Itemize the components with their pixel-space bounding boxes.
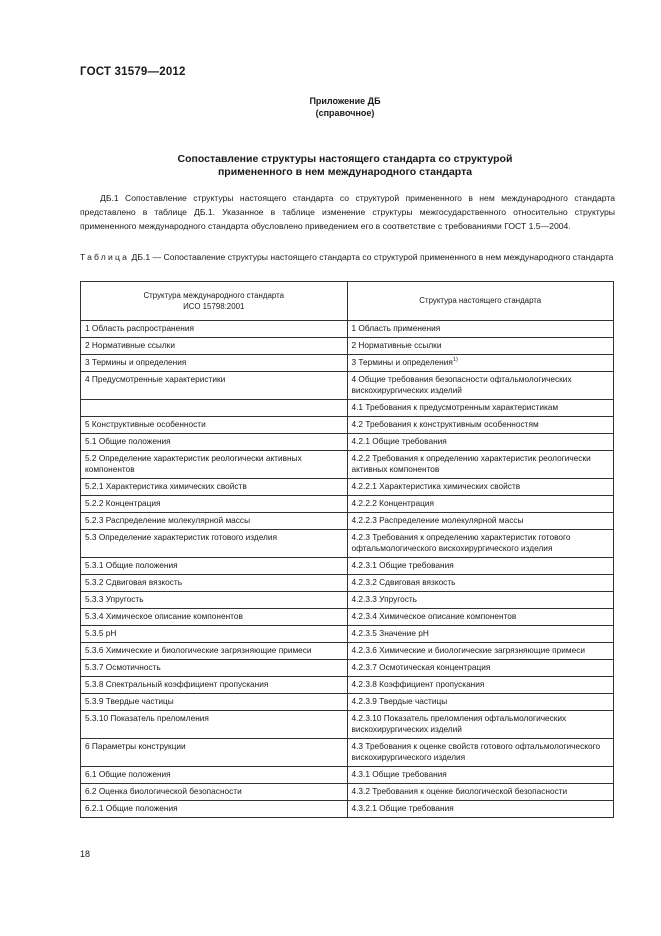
heading-line-2: примененного в нем международного стандарта bbox=[217, 166, 473, 178]
cell-international: 2 Нормативные ссылки bbox=[81, 338, 348, 355]
caption-text: ДБ.1 — Сопоставление структуры настоящего стандарта со структурой примененного в нем международного стандарта bbox=[129, 252, 614, 262]
cell-national-text: 4.3 Требования к оценке свойств готового офтальмологического вискохирургического изделия bbox=[351, 741, 601, 762]
cell-national bbox=[347, 417, 614, 434]
cell-national-text: 4.2.3.10 Показатель преломления офтальмологических вискохирургических изделий bbox=[351, 713, 567, 734]
cell-international: 5.3.3 Упругость bbox=[81, 592, 348, 609]
cell-national bbox=[347, 372, 614, 400]
table-row bbox=[81, 767, 614, 784]
cell-national-text: 3 Термины и определения bbox=[351, 357, 453, 367]
cell-national bbox=[347, 355, 614, 372]
annex-block bbox=[270, 95, 420, 119]
correspondence-table bbox=[80, 281, 614, 818]
table-row bbox=[81, 739, 614, 767]
cell-national bbox=[347, 643, 614, 660]
cell-international bbox=[81, 400, 348, 417]
table-row bbox=[81, 417, 614, 434]
column-header-national: Структура настоящего стандарта bbox=[347, 282, 614, 321]
table-row bbox=[81, 530, 614, 558]
cell-national-text: 4.3.1 Общие требования bbox=[351, 769, 447, 779]
table-row bbox=[81, 321, 614, 338]
cell-international: 5.3.8 Спектральный коэффициент пропускания bbox=[81, 677, 348, 694]
cell-national-text: 4.2.3.3 Упругость bbox=[351, 594, 417, 604]
cell-national-text: 4.2.2.3 Распределение молекулярной массы bbox=[351, 515, 524, 525]
cell-international: 5.1 Общие положения bbox=[81, 434, 348, 451]
table-row bbox=[81, 592, 614, 609]
cell-national bbox=[347, 694, 614, 711]
cell-international: 5.2.1 Характеристика химических свойств bbox=[81, 479, 348, 496]
cell-international: 5 Конструктивные особенности bbox=[81, 417, 348, 434]
table-row bbox=[81, 513, 614, 530]
cell-national bbox=[347, 626, 614, 643]
cell-national bbox=[347, 530, 614, 558]
cell-national bbox=[347, 711, 614, 739]
cell-national-text: 4 Общие требования безопасности офтальмологических вискохирургических изделий bbox=[351, 374, 572, 395]
table-row bbox=[81, 711, 614, 739]
cell-national bbox=[347, 767, 614, 784]
cell-international: 3 Термины и определения bbox=[81, 355, 348, 372]
cell-national bbox=[347, 558, 614, 575]
cell-international: 5.3.1 Общие положения bbox=[81, 558, 348, 575]
cell-international: 5.3.5 pH bbox=[81, 626, 348, 643]
section-heading bbox=[120, 153, 570, 179]
cell-national-text: 4.3.2.1 Общие требования bbox=[351, 803, 454, 813]
cell-national bbox=[347, 784, 614, 801]
table-row bbox=[81, 660, 614, 677]
cell-national bbox=[347, 513, 614, 530]
table-header-row bbox=[81, 282, 614, 321]
cell-national bbox=[347, 592, 614, 609]
cell-international: 4 Предусмотренные характеристики bbox=[81, 372, 348, 400]
cell-international: 5.3.6 Химические и биологические загрязняющие примеси bbox=[81, 643, 348, 660]
table-row bbox=[81, 479, 614, 496]
table-row bbox=[81, 400, 614, 417]
cell-national bbox=[347, 739, 614, 767]
cell-national-text: 4.2.2.1 Характеристика химических свойств bbox=[351, 481, 521, 491]
cell-national bbox=[347, 575, 614, 592]
cell-national bbox=[347, 609, 614, 626]
cell-international: 6.2 Оценка биологической безопасности bbox=[81, 784, 348, 801]
cell-international: 5.3 Определение характеристик готового изделия bbox=[81, 530, 348, 558]
cell-national-text: 4.2.3.7 Осмотическая концентрация bbox=[351, 662, 491, 672]
table-row bbox=[81, 338, 614, 355]
table-row bbox=[81, 372, 614, 400]
caption-prefix: Таблица bbox=[80, 252, 130, 262]
cell-national-text: 4.2.3.5 Значение pH bbox=[351, 628, 429, 638]
table-row bbox=[81, 434, 614, 451]
table-row bbox=[81, 626, 614, 643]
table-row bbox=[81, 575, 614, 592]
footnote-marker: 1) bbox=[452, 357, 458, 364]
cell-national-text: 4.2.2.2 Концентрация bbox=[351, 498, 434, 508]
cell-national bbox=[347, 496, 614, 513]
table-row bbox=[81, 496, 614, 513]
cell-international: 5.2 Определение характеристик реологически активных компонентов bbox=[81, 451, 348, 479]
cell-national bbox=[347, 400, 614, 417]
cell-international: 6.1 Общие положения bbox=[81, 767, 348, 784]
table-row bbox=[81, 784, 614, 801]
cell-national-text: 4.2.3.8 Коэффициент пропускания bbox=[351, 679, 485, 689]
cell-national-text: 4.3.2 Требования к оценке биологической безопасности bbox=[351, 786, 568, 796]
cell-national-text: 2 Нормативные ссылки bbox=[351, 340, 442, 350]
cell-national bbox=[347, 479, 614, 496]
cell-international: 5.3.9 Твердые частицы bbox=[81, 694, 348, 711]
cell-international: 5.3.10 Показатель преломления bbox=[81, 711, 348, 739]
table-row bbox=[81, 609, 614, 626]
cell-national-text: 4.2.3.1 Общие требования bbox=[351, 560, 454, 570]
cell-national-text: 1 Область применения bbox=[351, 323, 441, 333]
cell-national-text: 4.2.1 Общие требования bbox=[351, 436, 447, 446]
table-row bbox=[81, 355, 614, 372]
cell-international: 6.2.1 Общие положения bbox=[81, 801, 348, 818]
cell-international: 5.3.2 Сдвиговая вязкость bbox=[81, 575, 348, 592]
table-body bbox=[81, 321, 614, 818]
cell-national-text: 4.2.3.2 Сдвиговая вязкость bbox=[351, 577, 456, 587]
cell-national-text: 4.1 Требования к предусмотренным характеристикам bbox=[351, 402, 559, 412]
table-row bbox=[81, 694, 614, 711]
table-row bbox=[81, 677, 614, 694]
cell-national-text: 4.2.3.6 Химические и биологические загрязняющие примеси bbox=[351, 645, 585, 655]
cell-national-text: 4.2.3.9 Твердые частицы bbox=[351, 696, 448, 706]
cell-national bbox=[347, 660, 614, 677]
annex-kind: (справочное) bbox=[315, 108, 375, 118]
heading-line-1: Сопоставление структуры настоящего стандарта со структурой bbox=[177, 153, 513, 165]
table-row bbox=[81, 801, 614, 818]
cell-international: 5.2.3 Распределение молекулярной массы bbox=[81, 513, 348, 530]
cell-national-text: 4.2 Требования к конструктивным особенностям bbox=[351, 419, 539, 429]
cell-national bbox=[347, 434, 614, 451]
paragraph-text: ДБ.1 Сопоставление структуры настоящего стандарта со структурой примененного в нем международного стандарта представлено в таблице ДБ.1. Указанное в таблице изменение структуры межгосударственного относительно структуры примененного международного стандарта обусловлено приведением его в соответствие с требованиями ГОСТ 1.5—2004. bbox=[80, 193, 615, 231]
cell-national bbox=[347, 451, 614, 479]
cell-international: 5.3.4 Химическое описание компонентов bbox=[81, 609, 348, 626]
cell-national-text: 4.2.3 Требования к определению характеристик готового офтальмологического вискохирургического изделия bbox=[351, 532, 571, 553]
cell-national bbox=[347, 338, 614, 355]
cell-international: 1 Область распространения bbox=[81, 321, 348, 338]
cell-national bbox=[347, 677, 614, 694]
table-caption bbox=[80, 251, 615, 264]
cell-international: 6 Параметры конструкции bbox=[81, 739, 348, 767]
cell-national bbox=[347, 801, 614, 818]
cell-national bbox=[347, 321, 614, 338]
table-row bbox=[81, 643, 614, 660]
column-header-international: Структура международного стандарта ИСО 15798:2001 bbox=[81, 282, 348, 321]
body-paragraph bbox=[80, 191, 615, 233]
table-row bbox=[81, 558, 614, 575]
cell-national-text: 4.2.2 Требования к определению характеристик реологически активных компонентов bbox=[351, 453, 591, 474]
cell-national-text: 4.2.3.4 Химическое описание компонентов bbox=[351, 611, 517, 621]
cell-international: 5.2.2 Концентрация bbox=[81, 496, 348, 513]
page-number: 18 bbox=[80, 849, 91, 859]
annex-title: Приложение ДБ bbox=[309, 96, 381, 106]
cell-international: 5.3.7 Осмотичность bbox=[81, 660, 348, 677]
table-row bbox=[81, 451, 614, 479]
document-code: ГОСТ 31579—2012 bbox=[80, 66, 186, 78]
